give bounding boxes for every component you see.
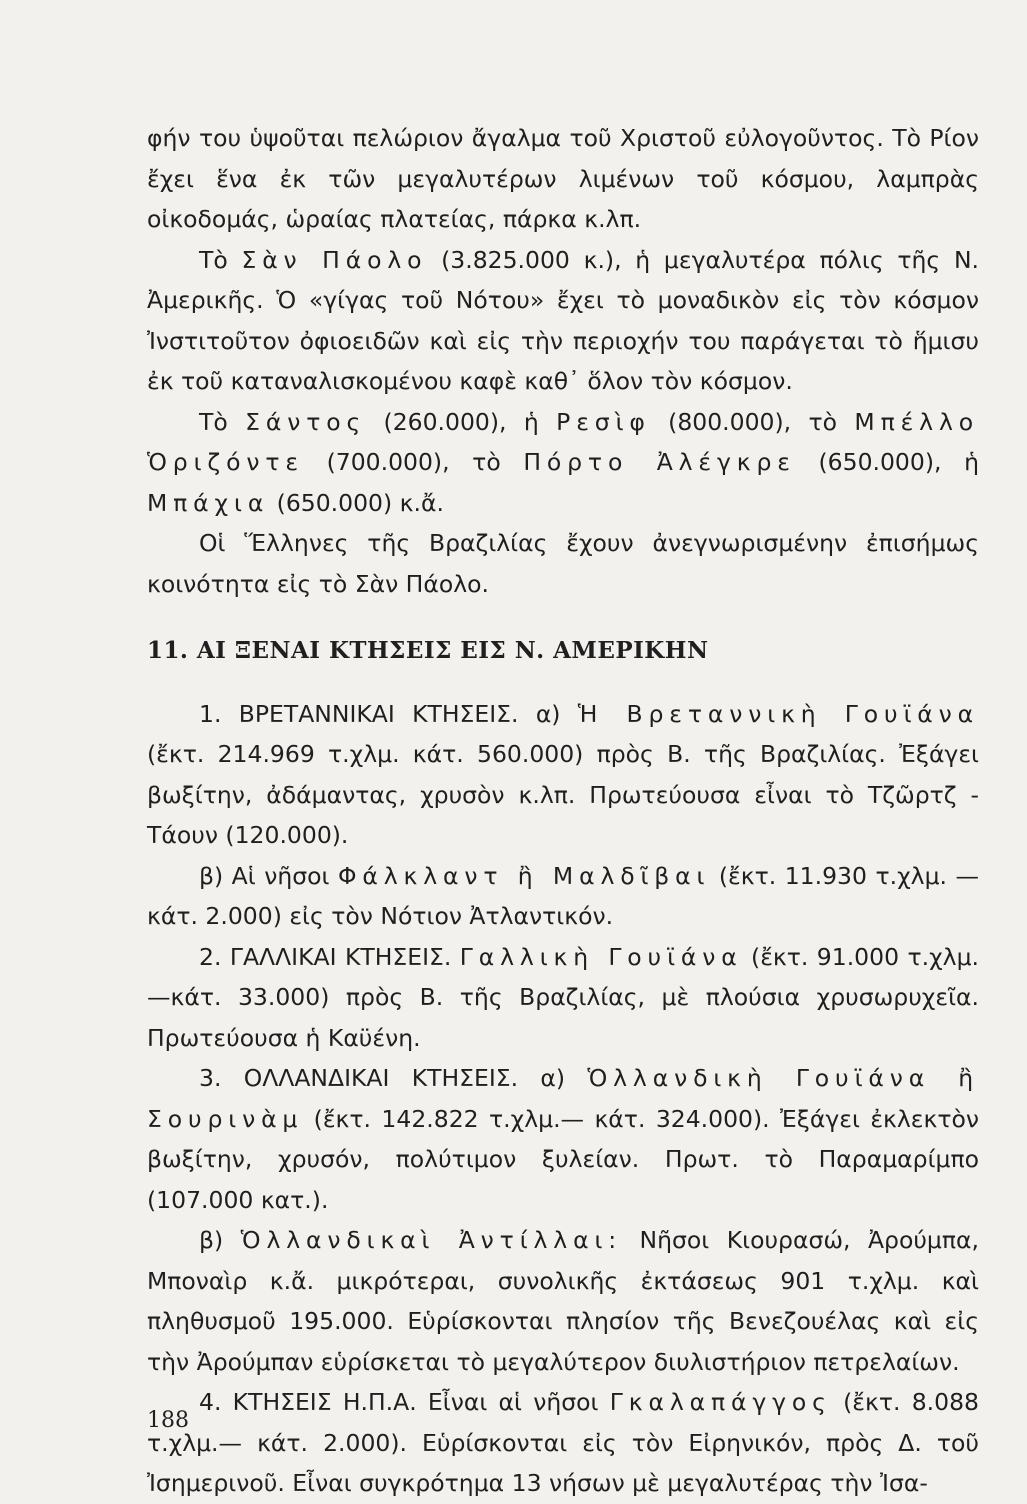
- paragraph-sao-paulo: [147, 240, 979, 402]
- dutch-lead: 3. ΟΛΛΑΝΔΙΚΑΙ ΚΤΗΣΕΙΣ. α): [199, 1064, 588, 1092]
- usa-lead: 4. ΚΤΗΣΕΙΣ Η.Π.Α. Εἶναι αἱ νῆσοι: [199, 1388, 610, 1416]
- falkland-name: Φάλκλαντ ἢ Μαλδῖβαι: [337, 861, 711, 890]
- sao-paulo-text: (3.825.000 κ.), ἡ μεγαλυτέρα πόλις τῆς Ν. Ἀμερικῆς. Ὁ «γίγας τοῦ Νότου» ἔχει τὸ μοναδικὸν εἰς τὸν κόσμον Ἰνστιτοῦτον ὀφιοειδῶν καὶ εἰς τὴν περιοχήν του παράγεται τὸ ἥμισυ ἐκ τοῦ καταναλισκομένου καφὲ καθ᾽ ὅλον τὸν κόσμον.: [147, 245, 979, 395]
- paragraph-dutch: [147, 1058, 979, 1220]
- paragraph-cities: [147, 402, 979, 524]
- cities-text-4: (650.000), ἡ: [795, 448, 979, 476]
- porto-alegre-name: Πόρτο Ἀλέγκρε: [523, 448, 796, 476]
- body-text: [147, 118, 979, 1504]
- page-number: 188: [147, 1408, 189, 1433]
- belo-horizonte-name: Μπέλλο Ὁριζόντε: [147, 407, 979, 476]
- falkland-lead: β) Αἱ νῆσοι: [199, 861, 338, 890]
- dutch-text: (ἔκτ. 142.822 τ.χλμ.— κάτ. 324.000). Ἐξάγει ἐκλεκτὸν βωξίτην, χρυσόν, πολύτιμον ξυλείαν. Πρωτ. τὸ Παραμαρίμπο (107.000 κατ.).: [147, 1104, 979, 1214]
- galapagos-name: Γκαλαπάγγος: [609, 1388, 832, 1416]
- british-guiana-name: Ἡ Βρεταννικὴ Γουϊάνα: [577, 699, 980, 728]
- usa-text: (ἔκτ. 8.088 τ.χλμ.— κάτ. 2.000). Εὑρίσκονται εἰς τὸν Εἰρηνικόν, πρὸς Δ. τοῦ Ἰσημερινοῦ. Εἶναι συγκρότημα 13 νήσων μὲ μεγαλυτέρας τὴν Ἰσα-: [147, 1388, 979, 1497]
- dutch-guiana-name: Ὁλλανδικὴ Γουϊάνα ἢ Σουρινὰμ: [147, 1064, 979, 1133]
- paragraph-rio: [147, 118, 979, 240]
- cities-text-2: (800.000), τὸ: [650, 407, 855, 436]
- cities-text-5: (650.000) κ.ἄ.: [269, 488, 444, 517]
- french-text: (ἔκτ. 91.000 τ.χλμ.—κάτ. 33.000) πρὸς Β. τῆς Βραζιλίας, μὲ πλούσια χρυσωρυχεῖα. Πρωτεύουσα ἡ Καϋένη.: [147, 942, 979, 1052]
- french-guiana-name: Γαλλικὴ Γουϊάνα: [459, 942, 743, 971]
- bahia-name: Μπάχια: [147, 488, 270, 517]
- antilles-lead: β): [199, 1226, 241, 1254]
- antilles-text: Νῆσοι Κιουρασώ, Ἀρούμπα, Μποναὶρ κ.ἄ. μικρότεραι, συνολικῆς ἐκτάσεως 901 τ.χλμ. καὶ πληθυσμοῦ 195.000. Εὑρίσκονται πλησίον τῆς Βενεζουέλας καὶ εἰς τὴν Ἀρούμπαν εὑρίσκεται τὸ μεγαλύτερον διυλιστήριον πετρελαίων.: [147, 1226, 979, 1376]
- cities-text-3: (700.000), τὸ: [303, 448, 524, 476]
- greeks-text: Οἱ Ἕλληνες τῆς Βραζιλίας ἔχουν ἀνεγνωρισμένην ἐπισήμως κοινότητα εἰς τὸ Σὰν Πάολο.: [147, 529, 979, 598]
- antilles-name: Ὁλλανδικαὶ Ἀντίλλαι:: [240, 1226, 623, 1254]
- recife-name: Ρεσὶφ: [556, 407, 651, 436]
- british-lead: 1. ΒΡΕΤΑΝΝΙΚΑΙ ΚΤΗΣΕΙΣ. α): [199, 699, 578, 728]
- falkland-text: (ἔκτ. 11.930 τ.χλμ. — κάτ. 2.000) εἰς τὸν Νότιον Ἀτλαντικόν.: [147, 861, 979, 930]
- rio-text: φήν του ὑψοῦται πελώριον ἄγαλμα τοῦ Χριστοῦ εὐλογοῦντος. Τὸ Ρίον ἔχει ἕνα ἐκ τῶν μεγαλυτέρων λιμένων τοῦ κόσμου, λαμπρὰς οἰκοδομάς, ὡραίας πλατείας, πάρκα κ.λπ.: [147, 124, 979, 233]
- paragraph-falkland: [147, 856, 979, 937]
- sao-paulo-lead: Τὸ: [199, 245, 242, 274]
- santos-name: Σάντος: [245, 407, 367, 436]
- cities-text-1: (260.000), ἡ: [366, 407, 557, 436]
- paragraph-french: [147, 937, 979, 1059]
- sao-paulo-name: Σὰν Πάολο: [241, 245, 428, 274]
- section-heading: 11. ΑΙ ΞΕΝΑΙ ΚΤΗΣΕΙΣ ΕΙΣ Ν. ΑΜΕΡΙΚΗΝ: [147, 637, 709, 664]
- british-text: (ἔκτ. 214.969 τ.χλμ. κάτ. 560.000) πρὸς Β. τῆς Βραζιλίας. Ἐξάγει βωξίτην, ἀδάμαντας, χρυσὸν κ.λπ. Πρωτεύουσα εἶναι τὸ Τζῶρτζ - Τάουν (120.000).: [147, 740, 979, 849]
- french-lead: 2. ΓΑΛΛΙΚΑΙ ΚΤΗΣΕΙΣ.: [199, 942, 460, 971]
- paragraph-greeks: [147, 523, 979, 604]
- paragraph-usa: [147, 1382, 979, 1504]
- cities-lead: Τὸ: [199, 407, 246, 436]
- paragraph-antilles: [147, 1220, 979, 1382]
- paragraph-british: [147, 694, 979, 856]
